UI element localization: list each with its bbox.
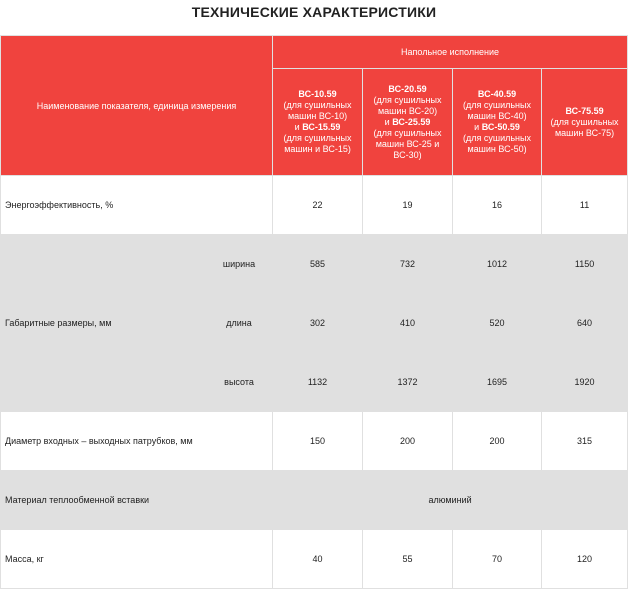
model-note: (для сушильных машин ВС-50) (463, 133, 532, 154)
row-label: Энергоэффективность, % (1, 176, 273, 235)
table-cell: 200 (453, 412, 542, 471)
table-cell: 1132 (273, 353, 363, 412)
table-cell: 1372 (363, 353, 453, 412)
table-cell: 22 (273, 176, 363, 235)
param-header: Наименование показателя, единица измерения (1, 36, 273, 176)
model-note: (для сушильных машин ВС-75) (550, 116, 619, 138)
table-cell: 520 (453, 294, 542, 353)
table-row (1, 530, 628, 589)
table-cell: 1150 (542, 235, 628, 294)
table-cell: 410 (363, 294, 453, 353)
row-label: Габаритные размеры, мм (1, 235, 206, 412)
model-note: (для сушильных машин ВС-25 и ВС-30) (373, 127, 442, 160)
table-row (1, 235, 628, 294)
model-name: ВС-15.59 (302, 122, 341, 132)
model-column-header (453, 69, 542, 176)
table-cell: 70 (453, 530, 542, 589)
table-cell: 302 (273, 294, 363, 353)
model-name: ВС-25.59 (392, 116, 431, 127)
model-name: ВС-75.59 (565, 105, 604, 116)
model-note: (для сушильных машин ВС-20) (373, 94, 442, 116)
sub-label: высота (206, 353, 273, 412)
sub-label: длина (206, 294, 273, 353)
table-cell: 40 (273, 530, 363, 589)
table-cell: 1012 (453, 235, 542, 294)
table-cell: алюминий (273, 471, 628, 530)
specs-table (0, 35, 628, 589)
table-cell: 120 (542, 530, 628, 589)
table-cell: 315 (542, 412, 628, 471)
group-header: Напольное исполнение (273, 36, 628, 69)
table-row (1, 176, 628, 235)
table-row (1, 412, 628, 471)
table-cell: 19 (363, 176, 453, 235)
table-row (1, 471, 628, 530)
model-name: ВС-20.59 (388, 83, 427, 94)
table-cell: 11 (542, 176, 628, 235)
table-cell: 1695 (453, 353, 542, 412)
page-title: ТЕХНИЧЕСКИЕ ХАРАКТЕРИСТИКИ (191, 4, 437, 20)
table-cell: 16 (453, 176, 542, 235)
table-cell: 1920 (542, 353, 628, 412)
table-cell: 640 (542, 294, 628, 353)
model-column-header (273, 69, 363, 176)
table-cell: 55 (363, 530, 453, 589)
table-cell: 150 (273, 412, 363, 471)
row-label: Диаметр входных – выходных патрубков, мм (1, 412, 273, 471)
sub-label: ширина (206, 235, 273, 294)
model-name: ВС-10.59 (298, 89, 337, 99)
model-join: и (474, 122, 480, 132)
row-label: Материал теплообменной вставки (1, 471, 273, 530)
table-cell: 585 (273, 235, 363, 294)
table-cell: 732 (363, 235, 453, 294)
model-note: (для сушильных машин и ВС-15) (283, 133, 352, 154)
model-join: и (294, 122, 300, 132)
model-column-header (542, 69, 628, 176)
row-label: Масса, кг (1, 530, 273, 589)
model-note: (для сушильных машин ВС-10) (283, 100, 352, 121)
model-name: ВС-50.59 (481, 122, 520, 132)
model-join: и (384, 116, 390, 127)
model-note: (для сушильных машин ВС-40) (463, 100, 532, 121)
model-name: ВС-40.59 (477, 89, 517, 99)
model-column-header (363, 69, 453, 176)
table-cell: 200 (363, 412, 453, 471)
